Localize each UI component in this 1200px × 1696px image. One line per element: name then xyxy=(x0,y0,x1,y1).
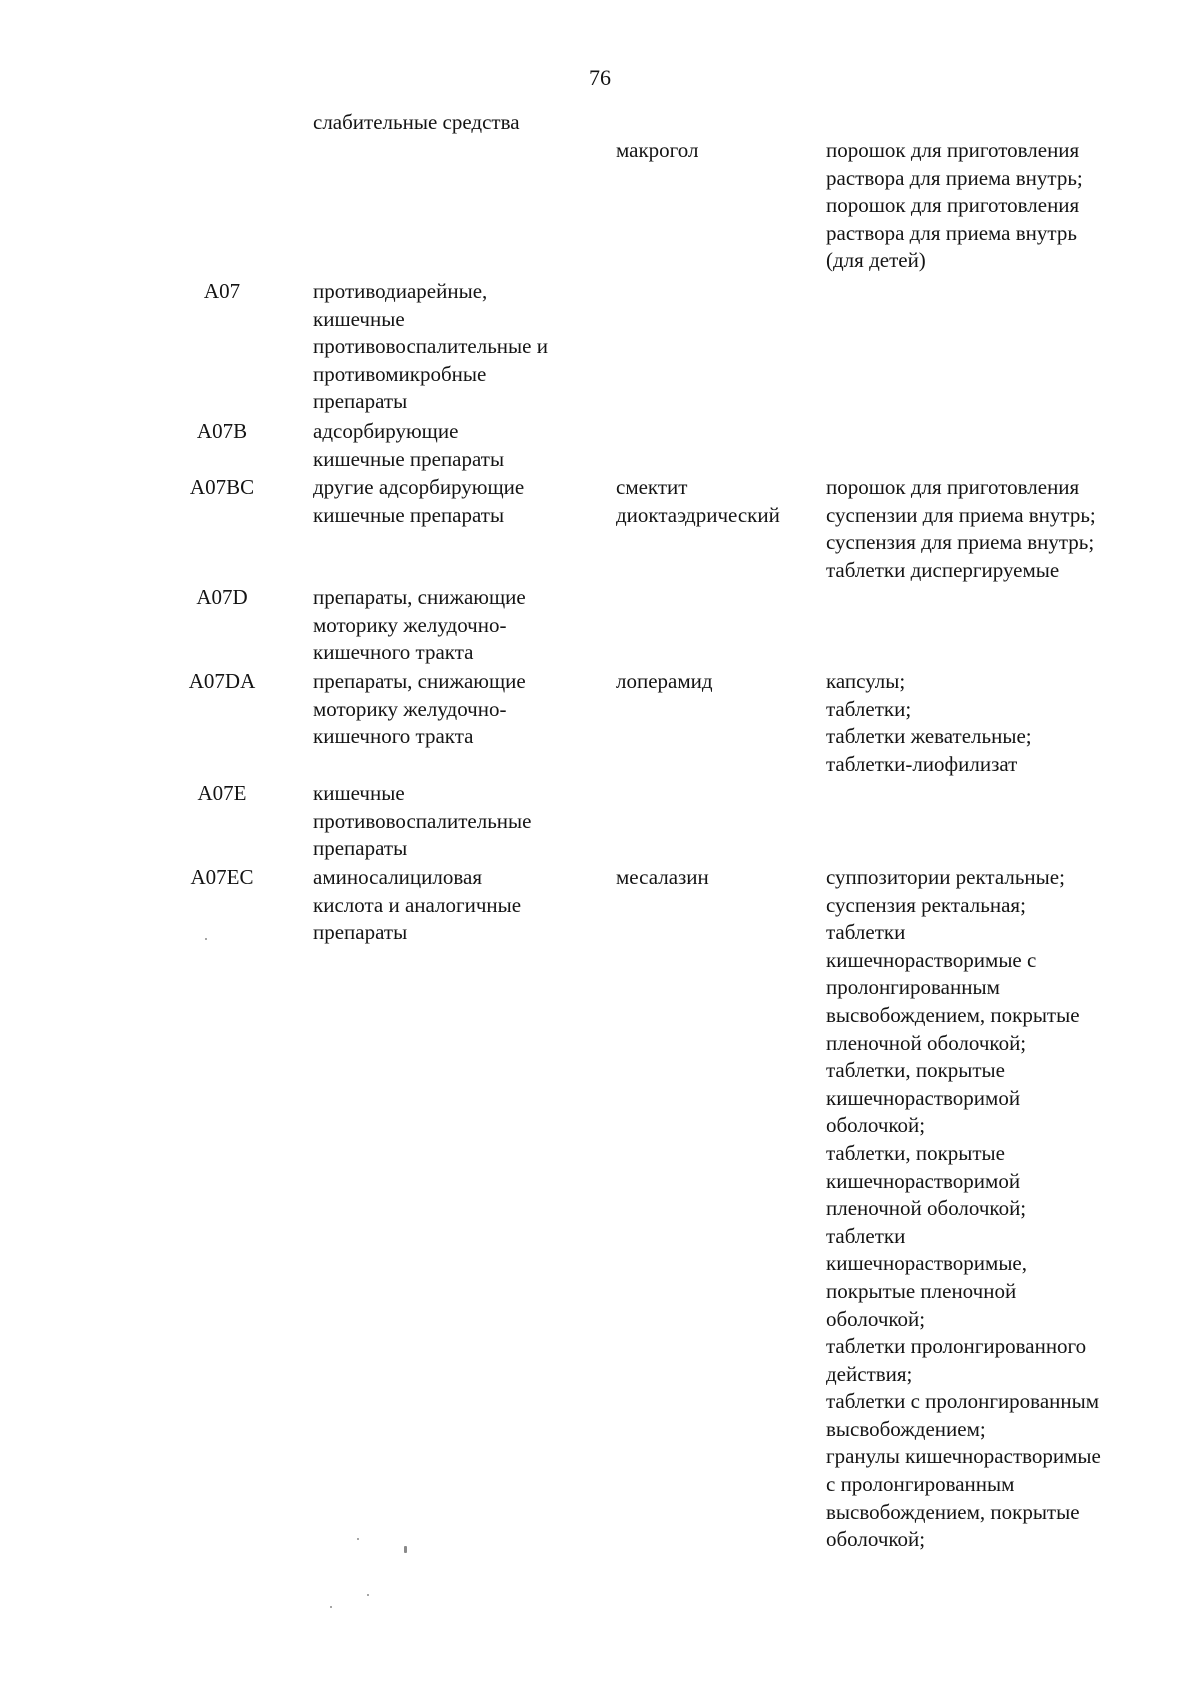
dosage-forms: суппозитории ректальные; суспензия ректальная; таблетки кишечнорастворимые с пролонгированным высвобождением, покрытые пленочной оболочкой; таблетки, покрытые кишечнорастворимой оболочкой; таблетки, покрытые кишечнорастворимой пленочной оболочкой; таблетки кишечнорастворимые, покрытые пленочной оболочкой; таблетки пролонгированного действия; таблетки с пролонгированным высвобождением; гранулы кишечнорастворимые с пролонгированным высвобождением, покрытые оболочкой; xyxy=(826,865,1101,1552)
atc-code: A07 xyxy=(203,279,241,303)
dosage-forms: порошок для приготовления раствора для приема внутрь; порошок для приготовления раствора для приема внутрь (для детей) xyxy=(826,138,1083,273)
atc-code: A07B xyxy=(196,419,248,443)
anatomical-therapeutic-group: препараты, снижающие моторику желудочно- кишечного тракта xyxy=(313,585,526,665)
scan-speck xyxy=(205,938,207,940)
anatomical-therapeutic-group: аминосалициловая кислота и аналогичные препараты xyxy=(313,865,522,945)
page-number: 76 xyxy=(589,65,611,90)
drug-name: смектит диоктаэдрический xyxy=(616,475,780,527)
anatomical-therapeutic-group: слабительные средства xyxy=(313,110,520,134)
atc-code: A07EC xyxy=(190,865,254,889)
drug-name: лоперамид xyxy=(616,669,713,693)
scan-speck xyxy=(404,1546,407,1553)
scan-speck xyxy=(357,1538,359,1540)
dosage-forms: порошок для приготовления суспензии для приема внутрь; суспензия для приема внутрь; таблетки диспергируемые xyxy=(826,475,1096,582)
atc-code: A07BC xyxy=(189,475,255,499)
drug-name: макрогол xyxy=(616,138,699,162)
anatomical-therapeutic-group: другие адсорбирующие кишечные препараты xyxy=(313,475,525,527)
atc-code: A07DA xyxy=(188,669,256,693)
atc-code: A07E xyxy=(197,781,247,805)
anatomical-therapeutic-group: противодиарейные, кишечные противовоспалительные и противомикробные препараты xyxy=(313,279,548,414)
anatomical-therapeutic-group: препараты, снижающие моторику желудочно- кишечного тракта xyxy=(313,669,526,749)
atc-code: A07D xyxy=(196,585,248,609)
scan-speck xyxy=(367,1594,369,1596)
scan-speck xyxy=(330,1606,332,1608)
anatomical-therapeutic-group: кишечные противовоспалительные препараты xyxy=(313,781,532,861)
dosage-forms: капсулы; таблетки; таблетки жевательные; таблетки-лиофилизат xyxy=(826,669,1032,776)
anatomical-therapeutic-group: адсорбирующие кишечные препараты xyxy=(313,419,505,471)
drug-name: месалазин xyxy=(616,865,709,889)
